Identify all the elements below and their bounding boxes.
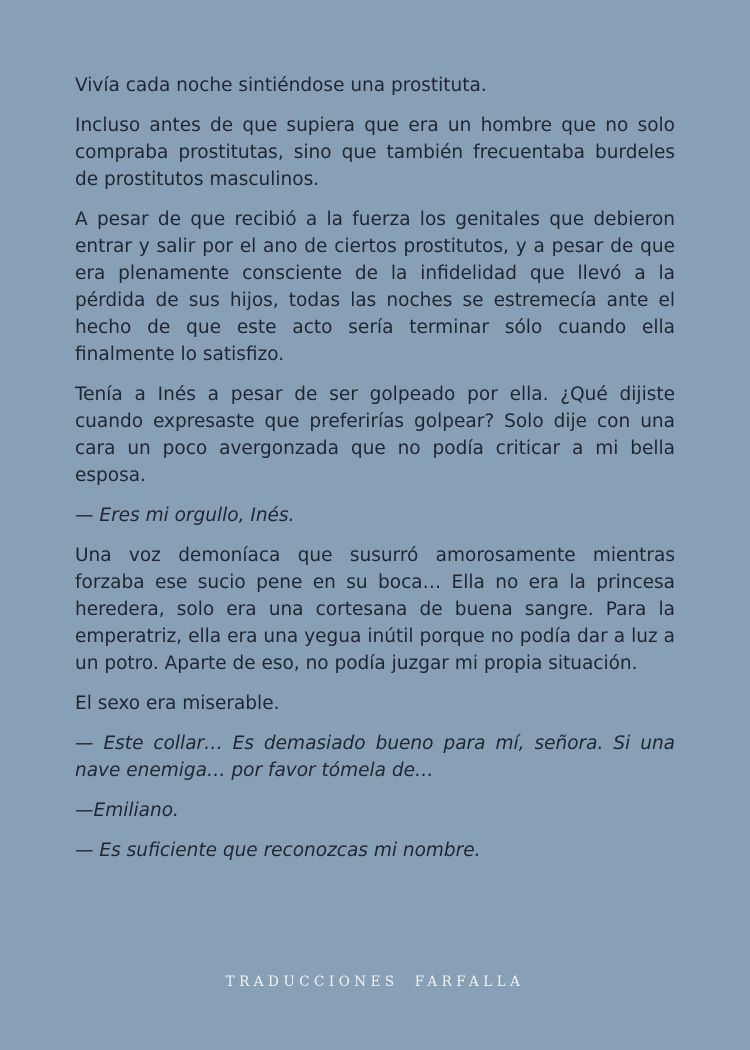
dialogue-line-2: — Este collar… Es demasiado bueno para mí, señora. Si una nave enemiga… por favor tómela de… — [75, 733, 675, 781]
paragraph-4: Tenía a Inés a pesar de ser golpeado por ella. ¿Qué dijiste cuando expresaste que preferirías golpear? Solo dije con una cara un poco avergonzada que no podía criticar a mi bella esposa. — [75, 384, 675, 486]
paragraph-3: A pesar de que recibió a la fuerza los genitales que debieron entrar y salir por el ano de ciertos prostitutos, y a pesar de que era plenamente consciente de la infidelidad que llevó a la pérdida de sus hijos, todas las noches se estremecía ante el hecho de que este acto sería terminar sólo cuando ella finalmente lo satisfizo. — [75, 209, 675, 365]
footer-credit — [0, 974, 750, 990]
paragraph-1: Vivía cada noche sintiéndose una prostituta. — [75, 75, 487, 96]
dialogue-line-4: — Es suficiente que reconozcas mi nombre. — [75, 840, 481, 861]
document-body — [75, 72, 675, 877]
dialogue-line-1: — Eres mi orgullo, Inés. — [75, 505, 295, 526]
paragraph-2: Incluso antes de que supiera que era un hombre que no solo compraba prostitutas, sino que también frecuentaba burdeles de prostitutos masculinos. — [75, 115, 675, 190]
footer-word-2: FARFALLA — [414, 974, 525, 990]
dialogue-line-3: —Emiliano. — [75, 800, 179, 821]
paragraph-5: Una voz demoníaca que susurró amorosamente mientras forzaba ese sucio pene en su boca… Ella no era la princesa heredera, solo era una cortesana de buena sangre. Para la emperatriz, ella era una yegua inútil porque no podía dar a luz a un potro. Aparte de eso, no podía juzgar mi propia situación. — [75, 545, 675, 674]
paragraph-6: El sexo era miserable. — [75, 693, 280, 714]
footer-word-1: TRADUCCIONES — [225, 974, 399, 990]
